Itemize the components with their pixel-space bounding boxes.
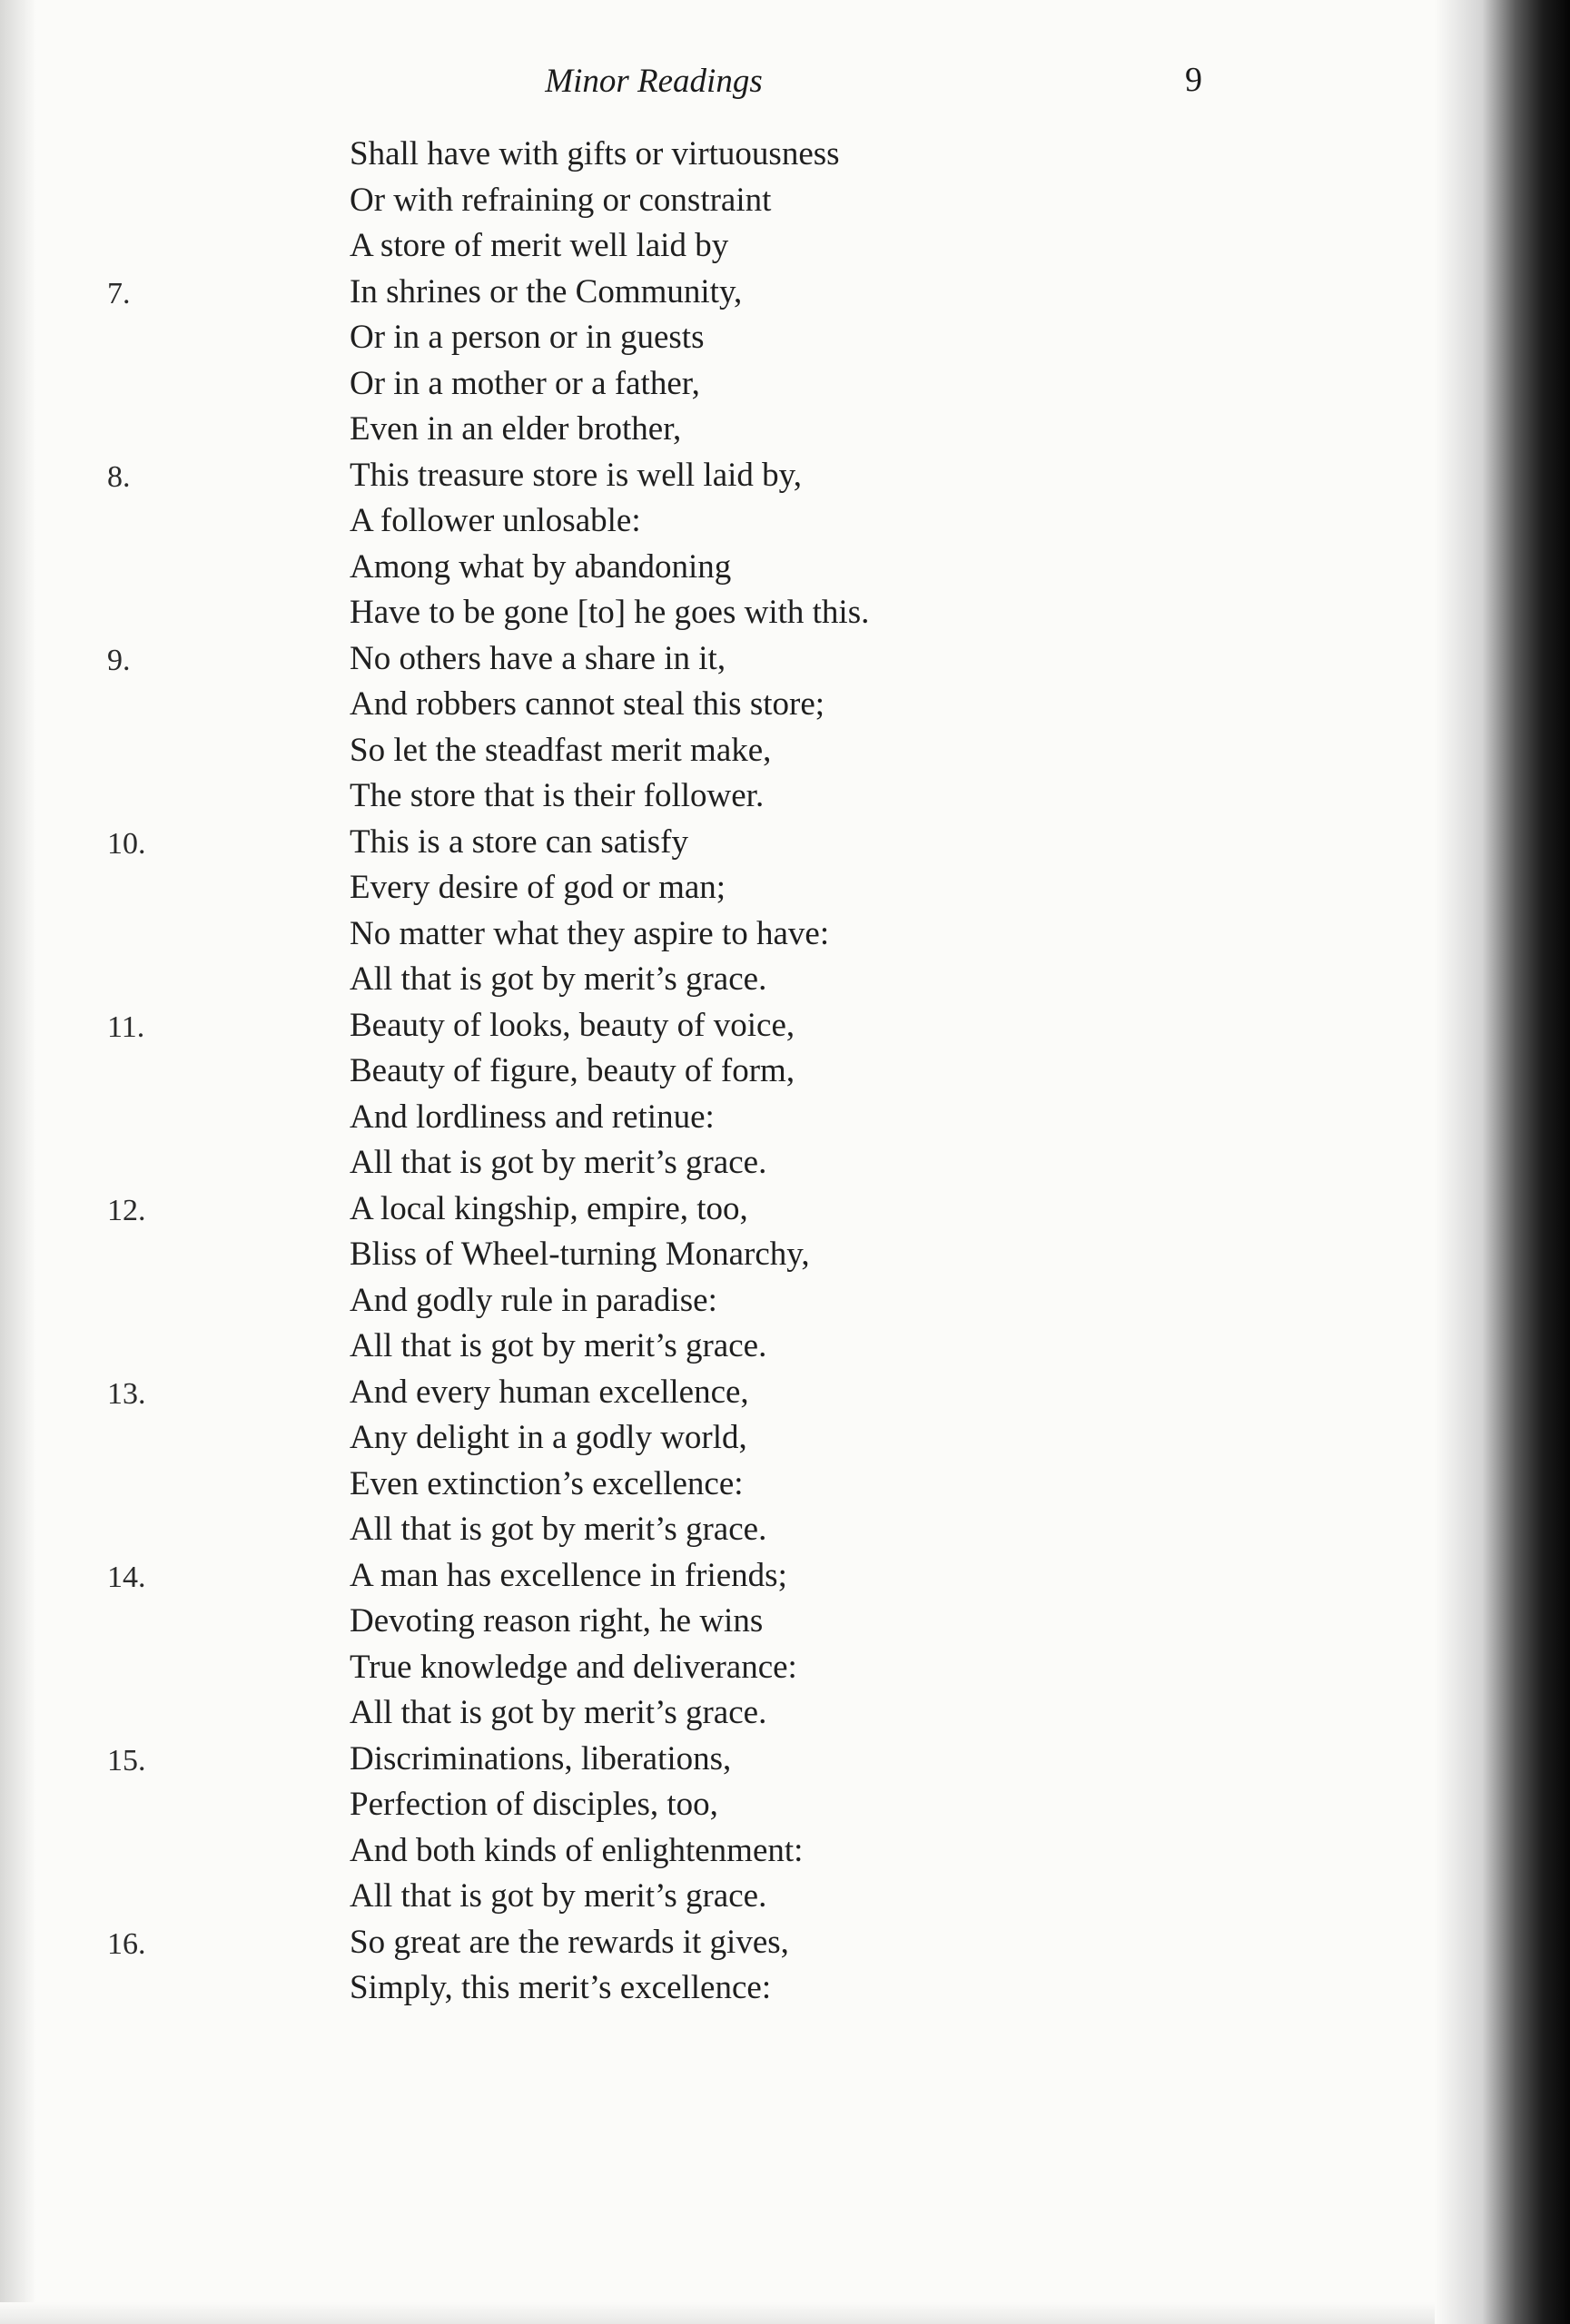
verse-number: 16. [107,1926,146,1961]
verse-number: 14. [107,1560,146,1594]
verse-line: Or with refraining or constraint [350,181,772,219]
verse-line: Beauty of looks, beauty of voice, [350,1006,795,1044]
verse-line: All that is got by merit’s grace. [350,1694,767,1731]
verse-line: Simply, this merit’s excellence: [350,1969,772,2006]
verse-line: And lordliness and retinue: [350,1098,715,1136]
verse-line: All that is got by merit’s grace. [350,960,767,998]
verse-line: A store of merit well laid by [350,227,729,264]
verse-line: No matter what they aspire to have: [350,914,830,952]
verse-line: And godly rule in paradise: [350,1281,717,1319]
verse-number: 8. [107,459,131,494]
verse-line: A man has excellence in friends; [350,1556,787,1594]
gutter-shadow [0,0,36,2324]
verse-line: This treasure store is well laid by, [350,456,803,494]
verse-line: And both kinds of enlightenment: [350,1831,804,1869]
verse-line: So let the steadfast merit make, [350,731,772,769]
verse-line: No others have a share in it, [350,639,726,677]
verse-line: So great are the rewards it gives, [350,1923,789,1961]
verse-number: 7. [107,276,131,310]
running-title: Minor Readings [545,63,763,100]
verse-number: 9. [107,643,131,677]
verse-line: True knowledge and deliverance: [350,1648,797,1686]
verse-line: Bliss of Wheel-turning Monarchy, [350,1236,810,1273]
verse-line: Even extinction’s excellence: [350,1464,744,1502]
verse-line: All that is got by merit’s grace. [350,1327,767,1364]
verse-line: This is a store can satisfy [350,822,688,861]
verse-line: A follower unlosable: [350,502,641,539]
verse-line: Devoting reason right, he wins [350,1602,764,1640]
verse-line: Even in an elder brother, [350,410,682,448]
verse-line: Or in a mother or a father, [350,364,700,402]
verse-line: All that is got by merit’s grace. [350,1144,767,1181]
verse-line: Perfection of disciples, too, [350,1786,718,1823]
verse-number: 10. [107,826,146,861]
verse-line: And robbers cannot steal this store; [350,685,825,723]
verse-line: Among what by abandoning [350,547,732,586]
verse-number: 11. [107,1009,145,1044]
verse-line: Shall have with gifts or virtuousness [350,135,840,172]
verse-line: Any delight in a godly world, [350,1419,747,1456]
verse-number: 12. [107,1193,146,1227]
verse-line: Beauty of figure, beauty of form, [350,1052,795,1089]
verse-line: Or in a person or in guests [350,319,705,356]
page-number: 9 [1185,61,1202,99]
verse-number: 13. [107,1376,146,1411]
page-edge-shadow [1435,0,1570,2324]
verse-line: All that is got by merit’s grace. [350,1511,767,1548]
verse-line: And every human excellence, [350,1373,749,1411]
verse-line: All that is got by merit’s grace. [350,1877,767,1915]
verse-line: In shrines or the Community, [350,272,743,310]
verse-line: Every desire of god or man; [350,869,726,906]
verse-line: Have to be gone [to] he goes with this. [350,594,870,631]
verse-line: Discriminations, liberations, [350,1739,732,1777]
verse-number: 15. [107,1743,146,1777]
verse-line: The store that is their follower. [350,777,765,814]
bottom-shadow [0,2302,1489,2324]
verse-line: A local kingship, empire, too, [350,1189,748,1227]
